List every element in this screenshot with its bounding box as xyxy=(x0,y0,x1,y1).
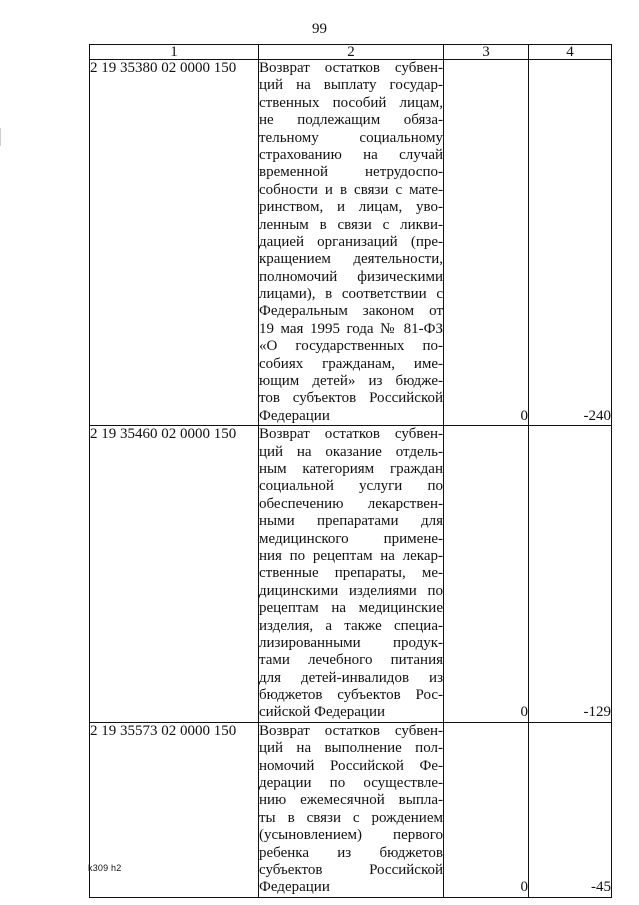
description-line: медицинского примене- xyxy=(259,530,443,547)
description-line: дицинскими изделиями по xyxy=(259,582,443,599)
description-line: ций на выплату государ- xyxy=(259,77,443,94)
description-line: полномочий физическими xyxy=(259,268,443,285)
description-line: ленным в связи с ликви- xyxy=(259,216,443,233)
page-number: 99 xyxy=(312,21,327,37)
budget-table xyxy=(89,44,612,898)
table-row xyxy=(90,426,612,723)
description-line: субъектов Российской xyxy=(259,861,443,878)
description-line: тов субъектов Российской xyxy=(259,390,443,407)
description-line: Федерации xyxy=(259,879,330,896)
description-line: ций на оказание отдель- xyxy=(259,443,443,460)
description-line: социальной услуги по xyxy=(259,478,443,495)
description-line: рецептам на медицинские xyxy=(259,600,443,617)
column-header-1: 1 xyxy=(90,45,259,60)
description-line: для детей-инвалидов из xyxy=(259,669,443,686)
scan-margin-mark xyxy=(0,128,4,146)
revenue-description xyxy=(259,426,444,723)
description-line: ственные препараты, ме- xyxy=(259,565,443,582)
description-line: ты в связи с рождением xyxy=(259,809,443,826)
classification-code: 2 19 35460 02 0000 150 xyxy=(90,426,259,723)
footer-code: k309 h2 xyxy=(88,863,122,873)
description-line: ственных пособий лицам, xyxy=(259,94,443,111)
description-line: Федеральным законом от xyxy=(259,303,443,320)
description-line: «О государственных по- xyxy=(259,338,443,355)
description-line: кращением деятельности, xyxy=(259,251,443,268)
description-line: ций на выполнение пол- xyxy=(259,740,443,757)
column-3-value: 0 xyxy=(444,60,529,426)
description-line: лизированными продук- xyxy=(259,634,443,651)
description-line: дацией организаций (пре- xyxy=(259,233,443,250)
description-line: ребенка из бюджетов xyxy=(259,844,443,861)
description-line: Федерации xyxy=(259,407,330,424)
description-line: дерации по осуществле- xyxy=(259,775,443,792)
description-line: тами лечебного питания xyxy=(259,652,443,669)
description-line: сийской Федерации xyxy=(259,704,386,721)
description-line: не подлежащим обяза- xyxy=(259,112,443,129)
description-line: Возврат остатков субвен- xyxy=(259,60,443,76)
column-header-4: 4 xyxy=(529,45,612,60)
description-line: лицами), в соответствии с xyxy=(259,286,443,303)
description-line: Возврат остатков субвен- xyxy=(259,426,443,443)
table-row xyxy=(90,722,612,897)
column-header-3: 3 xyxy=(444,45,529,60)
description-line: ринством, и лицам, уво- xyxy=(259,199,443,216)
description-line: тельному социальному xyxy=(259,129,443,146)
description-line: ния по рецептам на лекар- xyxy=(259,547,443,564)
classification-code: 2 19 35573 02 0000 150 xyxy=(90,722,259,897)
description-line: страхованию на случай xyxy=(259,146,443,163)
classification-code: 2 19 35380 02 0000 150 xyxy=(90,60,259,426)
column-4-value: -129 xyxy=(529,426,612,723)
description-line: 19 мая 1995 года № 81-ФЗ xyxy=(259,320,443,337)
column-header-2: 2 xyxy=(259,45,444,60)
description-line: нию ежемесячной выпла- xyxy=(259,792,443,809)
description-line: собности и в связи с мате- xyxy=(259,181,443,198)
description-line: изделия, а также специа- xyxy=(259,617,443,634)
column-3-value: 0 xyxy=(444,426,529,723)
revenue-description xyxy=(259,60,444,426)
column-4-value: -45 xyxy=(529,722,612,897)
column-4-value: -240 xyxy=(529,60,612,426)
description-line: временной нетрудоспо- xyxy=(259,164,443,181)
column-3-value: 0 xyxy=(444,722,529,897)
description-line: ными препаратами для xyxy=(259,513,443,530)
description-line: (усыновлением) первого xyxy=(259,827,443,844)
description-line: Возврат остатков субвен- xyxy=(259,722,443,739)
revenue-description xyxy=(259,722,444,897)
table-row xyxy=(90,60,612,426)
description-line: ным категориям граждан xyxy=(259,460,443,477)
description-line: собиях гражданам, име- xyxy=(259,355,443,372)
description-line: обеспечению лекарствен- xyxy=(259,495,443,512)
description-line: ющим детей» из бюдже- xyxy=(259,373,443,390)
table-header-row xyxy=(90,45,612,60)
description-line: бюджетов субъектов Рос- xyxy=(259,687,443,704)
description-line: номочий Российской Фе- xyxy=(259,757,443,774)
